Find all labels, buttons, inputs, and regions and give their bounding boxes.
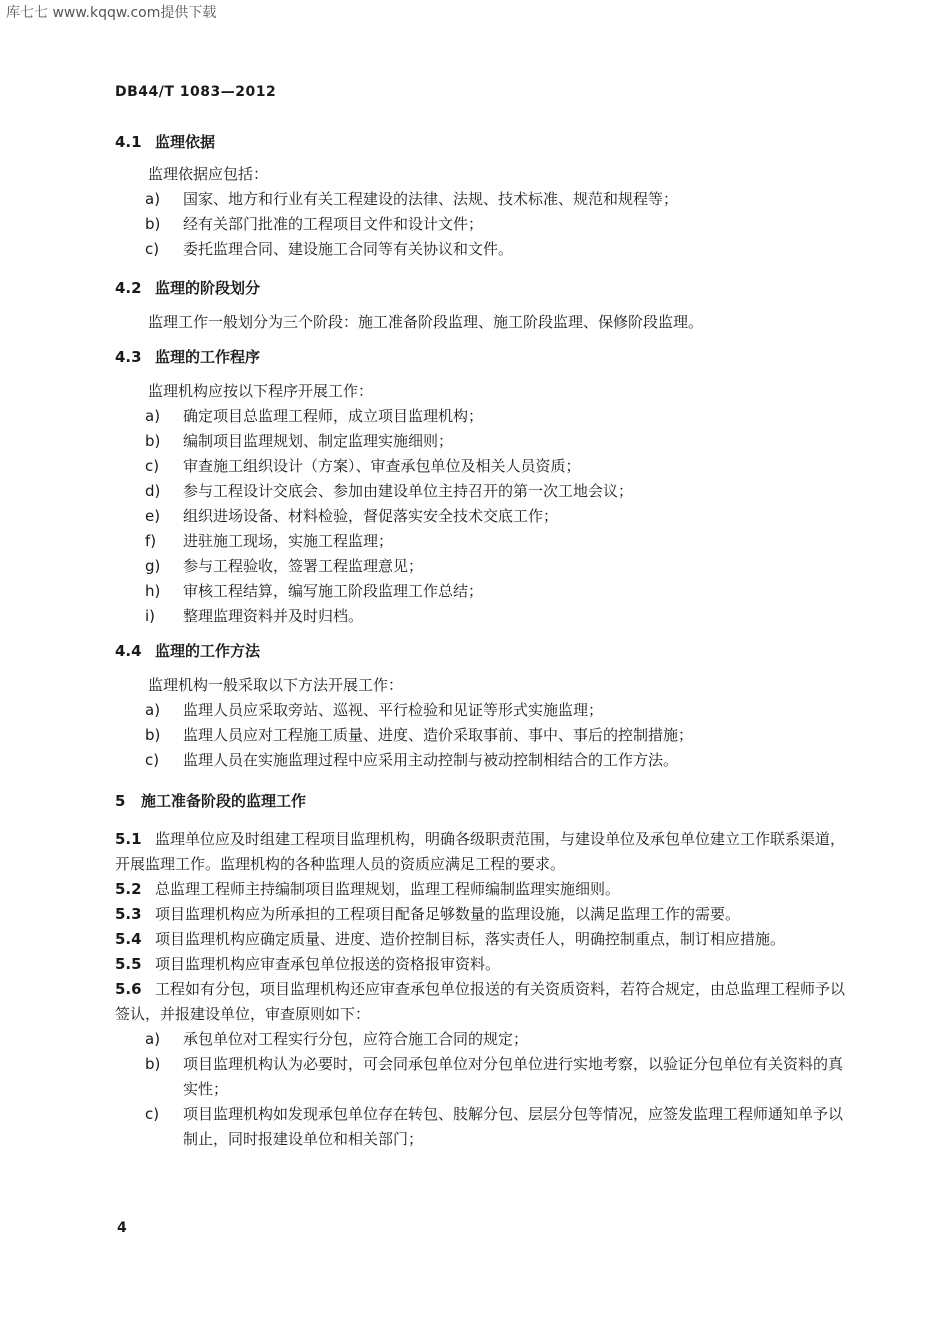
list-item: [115, 1027, 857, 1052]
clause-text: 项目监理机构应为所承担的工程项目配备足够数量的监理设施，以满足监理工作的需要。: [155, 905, 741, 923]
section-heading-4-2: [115, 276, 857, 300]
list-item: [115, 429, 857, 454]
item-label: b): [145, 215, 161, 233]
item-text: 项目监理机构如发现承包单位存在转包、肢解分包、层层分包等情况，应签发监理工程师通知单予以制止，同时报建设单位和相关部门；: [183, 1105, 844, 1148]
section-title: 监理依据: [155, 133, 216, 151]
item-text: 监理人员应对工程施工质量、进度、造价采取事前、事中、事后的控制措施；: [183, 726, 694, 744]
list-item: [115, 529, 857, 554]
clause-5-1: [115, 827, 857, 877]
item-label: b): [145, 1055, 161, 1073]
clause-text: 工程如有分包，项目监理机构还应审查承包单位报送的有关资质资料，若符合规定，由总监理工程师予以签认，并报建设单位，审查原则如下：: [115, 980, 846, 1023]
item-label: g): [145, 557, 161, 575]
list-item: [115, 748, 857, 773]
section-text: 监理工作一般划分为三个阶段：施工准备阶段监理、施工阶段监理、保修阶段监理。: [148, 313, 704, 331]
item-text: 委托监理合同、建设施工合同等有关协议和文件。: [183, 240, 514, 258]
clause-5-5: [115, 952, 857, 977]
clause-5-6: [115, 977, 857, 1027]
item-label: c): [145, 751, 160, 769]
item-label: d): [145, 482, 161, 500]
clause-text: 项目监理机构应确定质量、进度、造价控制目标，落实责任人，明确控制重点，制订相应措施。: [155, 930, 786, 948]
item-text: 确定项目总监理工程师，成立项目监理机构；: [183, 407, 484, 425]
list-item: [115, 698, 857, 723]
item-text: 编制项目监理规划、制定监理实施细则；: [183, 432, 454, 450]
item-label: b): [145, 726, 161, 744]
clause-5-4: [115, 927, 857, 952]
list-item: [115, 1102, 857, 1152]
list-item: [115, 212, 857, 237]
clause-number: 5.1: [115, 830, 142, 848]
chapter-heading-5: [115, 789, 857, 813]
clause-text: 项目监理机构应审查承包单位报送的资格报审资料。: [155, 955, 501, 973]
item-label: c): [145, 240, 160, 258]
section-number: 4.2: [115, 279, 142, 297]
clause-number: 5.2: [115, 880, 142, 898]
item-text: 参与工程设计交底会、参加由建设单位主持召开的第一次工地会议；: [183, 482, 634, 500]
item-label: i): [145, 607, 156, 625]
item-label: a): [145, 190, 161, 208]
item-text: 监理人员在实施监理过程中应采用主动控制与被动控制相结合的工作方法。: [183, 751, 679, 769]
item-text: 进驻施工现场，实施工程监理；: [183, 532, 394, 550]
section-title: 监理的工作方法: [155, 642, 261, 660]
item-text: 整理监理资料并及时归档。: [183, 607, 364, 625]
clause-text: 监理单位应及时组建工程项目监理机构，明确各级职责范围，与建设单位及承包单位建立工作联系渠道，开展监理工作。监理机构的各种监理人员的资质应满足工程的要求。: [115, 830, 846, 873]
watermark-text: 库七七 www.kqqw.com提供下载: [6, 5, 217, 21]
item-label: a): [145, 407, 161, 425]
item-text: 参与工程验收，签署工程监理意见；: [183, 557, 424, 575]
list-item: [115, 454, 857, 479]
item-label: a): [145, 701, 161, 719]
list-item: [115, 187, 857, 212]
section-intro: 监理机构一般采取以下方法开展工作：: [148, 676, 404, 694]
list-item: [115, 479, 857, 504]
item-text: 项目监理机构认为必要时，可会同承包单位对分包单位进行实地考察，以验证分包单位有关资料的真实性；: [183, 1055, 844, 1098]
item-label: e): [145, 507, 161, 525]
section-number: 4.4: [115, 642, 142, 660]
clause-number: 5.6: [115, 980, 142, 998]
section-intro: 监理依据应包括：: [148, 165, 269, 183]
item-label: f): [145, 532, 157, 550]
item-text: 经有关部门批准的工程项目文件和设计文件；: [183, 215, 484, 233]
clause-number: 5.4: [115, 930, 142, 948]
item-text: 国家、地方和行业有关工程建设的法律、法规、技术标准、规范和规程等；: [183, 190, 679, 208]
list-item: [115, 404, 857, 429]
section-heading-4-3: [115, 345, 857, 369]
item-text: 监理人员应采取旁站、巡视、平行检验和见证等形式实施监理；: [183, 701, 604, 719]
item-text: 组织进场设备、材料检验，督促落实安全技术交底工作；: [183, 507, 559, 525]
item-text: 审查施工组织设计（方案）、审查承包单位及相关人员资质；: [183, 457, 581, 475]
item-label: c): [145, 457, 160, 475]
clause-number: 5.3: [115, 905, 142, 923]
clause-number: 5.5: [115, 955, 142, 973]
list-item: [115, 504, 857, 529]
item-label: c): [145, 1105, 160, 1123]
clause-text: 总监理工程师主持编制项目监理规划，监理工程师编制监理实施细则。: [155, 880, 621, 898]
section-title: 监理的工作程序: [155, 348, 261, 366]
section-heading-4-1: [115, 130, 857, 154]
item-label: a): [145, 1030, 161, 1048]
page-number: 4: [117, 1220, 127, 1236]
section-intro: 监理机构应按以下程序开展工作：: [148, 382, 374, 400]
list-item: [115, 237, 857, 262]
list-item: [115, 1052, 857, 1102]
item-label: h): [145, 582, 161, 600]
clause-5-3: [115, 902, 857, 927]
document-id: DB44/T 1083—2012: [115, 84, 277, 100]
list-item: [115, 554, 857, 579]
section-number: 4.3: [115, 348, 142, 366]
list-item: [115, 604, 857, 629]
list-item: [115, 579, 857, 604]
page-content: [115, 130, 857, 1152]
clause-5-2: [115, 877, 857, 902]
list-item: [115, 723, 857, 748]
item-text: 承包单位对工程实行分包，应符合施工合同的规定；: [183, 1030, 529, 1048]
item-label: b): [145, 432, 161, 450]
chapter-title: 施工准备阶段的监理工作: [141, 792, 307, 810]
section-title: 监理的阶段划分: [155, 279, 261, 297]
item-text: 审核工程结算，编写施工阶段监理工作总结；: [183, 582, 484, 600]
chapter-number: 5: [115, 792, 126, 810]
section-number: 4.1: [115, 133, 142, 151]
section-heading-4-4: [115, 639, 857, 663]
